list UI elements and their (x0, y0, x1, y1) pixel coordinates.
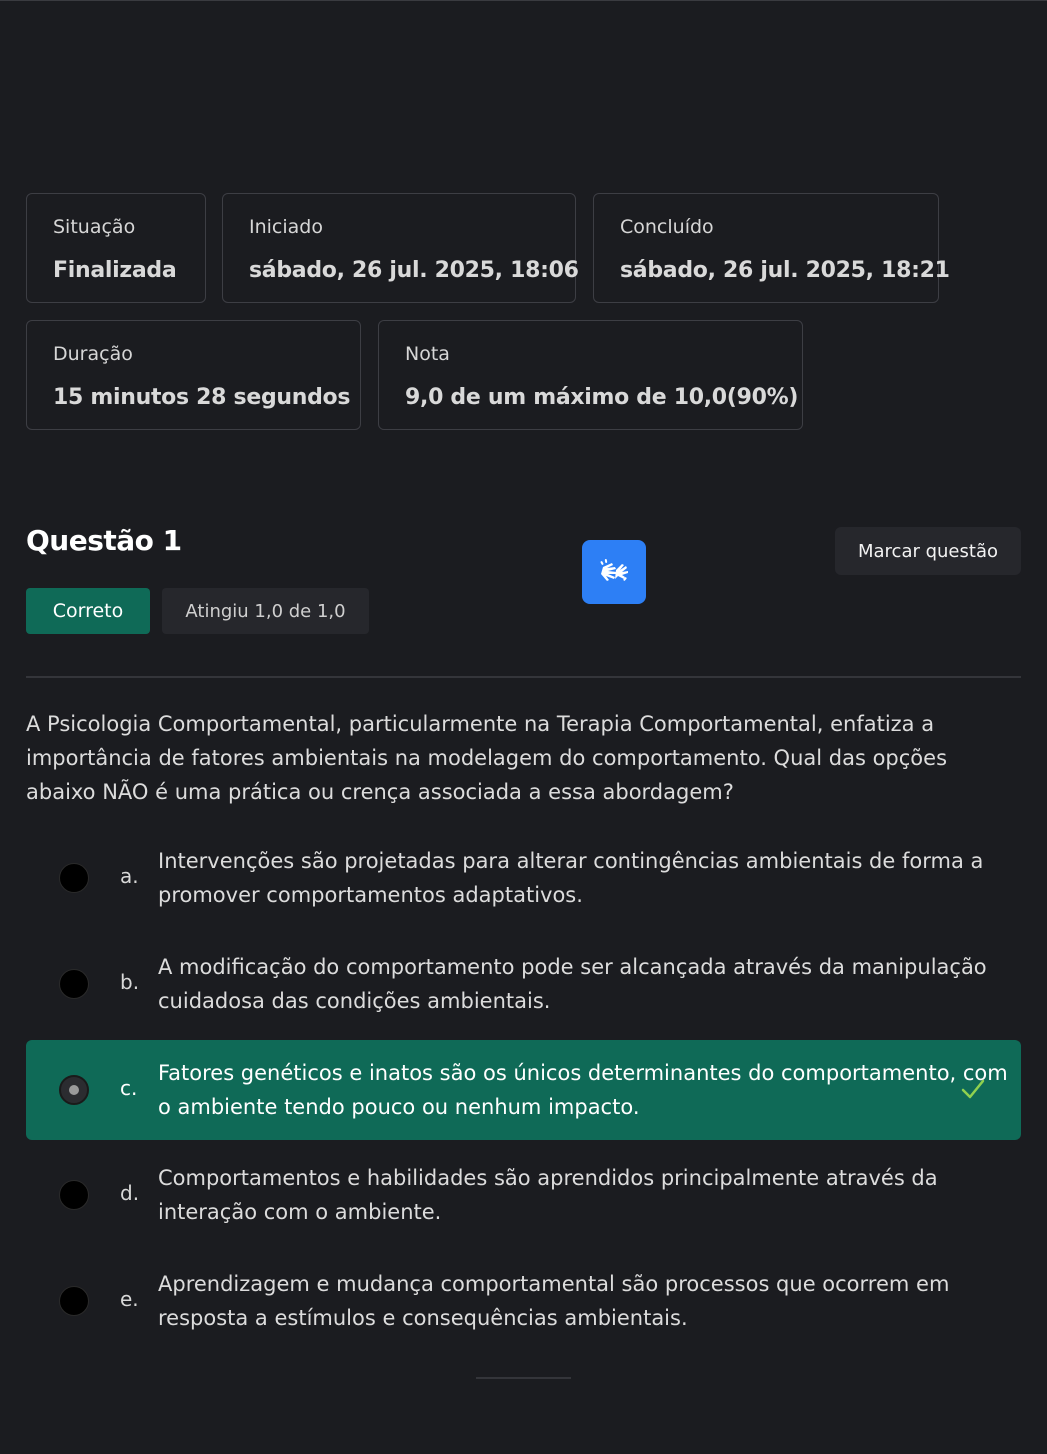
option-text: Comportamentos e habilidades são aprendidos principalmente através da interação com o ambiente. (158, 1166, 938, 1224)
radio-button[interactable] (59, 1286, 89, 1316)
flag-question-button[interactable]: Marcar questão (835, 527, 1021, 575)
summary-card-duracao (26, 320, 361, 430)
summary-value: sábado, 26 jul. 2025, 18:21 (620, 258, 950, 283)
option-letter: c. (120, 1076, 138, 1100)
summary-label: Iniciado (249, 216, 323, 238)
summary-card-iniciado (222, 193, 579, 303)
summary-value: 15 minutos 28 segundos (53, 385, 351, 410)
radio-button-selected[interactable] (59, 1075, 89, 1105)
answer-option-d[interactable] (26, 1145, 1021, 1245)
option-letter: e. (120, 1287, 139, 1311)
summary-value: Finalizada (53, 258, 177, 283)
option-text: Fatores genéticos e inatos são os únicos determinantes do comportamento, com o ambiente tendo pouco ou nenhum impacto. (158, 1061, 1008, 1119)
grade-badge: Atingiu 1,0 de 1,0 (162, 588, 369, 634)
summary-card-concluido (593, 193, 950, 303)
option-letter: d. (120, 1181, 140, 1205)
option-text: Intervenções são projetadas para alterar contingências ambientais de forma a promover comportamentos adaptativos. (158, 849, 984, 907)
option-text: Aprendizagem e mudança comportamental são processos que ocorrem em resposta a estímulos e consequências ambientais. (158, 1272, 950, 1330)
summary-card-situacao (26, 193, 206, 303)
option-text: A modificação do comportamento pode ser alcançada através da manipulação cuidadosa das condições ambientais. (158, 955, 987, 1013)
summary-label: Situação (53, 216, 136, 238)
answer-option-b[interactable] (26, 934, 1021, 1034)
summary-label: Concluído (620, 216, 714, 238)
radio-button[interactable] (59, 863, 89, 893)
question-title: Questão 1 (26, 524, 182, 557)
answer-option-e[interactable] (26, 1251, 1021, 1351)
answer-option-a[interactable] (26, 828, 1021, 928)
sign-language-icon (594, 552, 634, 592)
summary-value: sábado, 26 jul. 2025, 18:06 (249, 258, 579, 283)
top-border (0, 0, 1047, 1)
summary-value: 9,0 de um máximo de 10,0(90%) (405, 385, 799, 410)
status-badge: Correto (26, 588, 150, 634)
bottom-divider (476, 1377, 571, 1379)
radio-button[interactable] (59, 1180, 89, 1210)
question-text: A Psicologia Comportamental, particularmente na Terapia Comportamental, enfatiza a importância de fatores ambientais na modelagem do comportamento. Qual das opções abaixo NÃO é uma prática ou crença associada a essa abordagem? (26, 712, 948, 804)
accessibility-button[interactable] (582, 540, 646, 604)
option-letter: a. (120, 864, 139, 888)
check-icon (958, 1074, 988, 1104)
summary-card-nota (378, 320, 803, 430)
summary-label: Duração (53, 343, 133, 365)
divider (26, 676, 1021, 678)
summary-label: Nota (405, 343, 450, 365)
radio-button[interactable] (59, 969, 89, 999)
option-letter: b. (120, 970, 140, 994)
answer-option-c[interactable] (26, 1040, 1021, 1140)
